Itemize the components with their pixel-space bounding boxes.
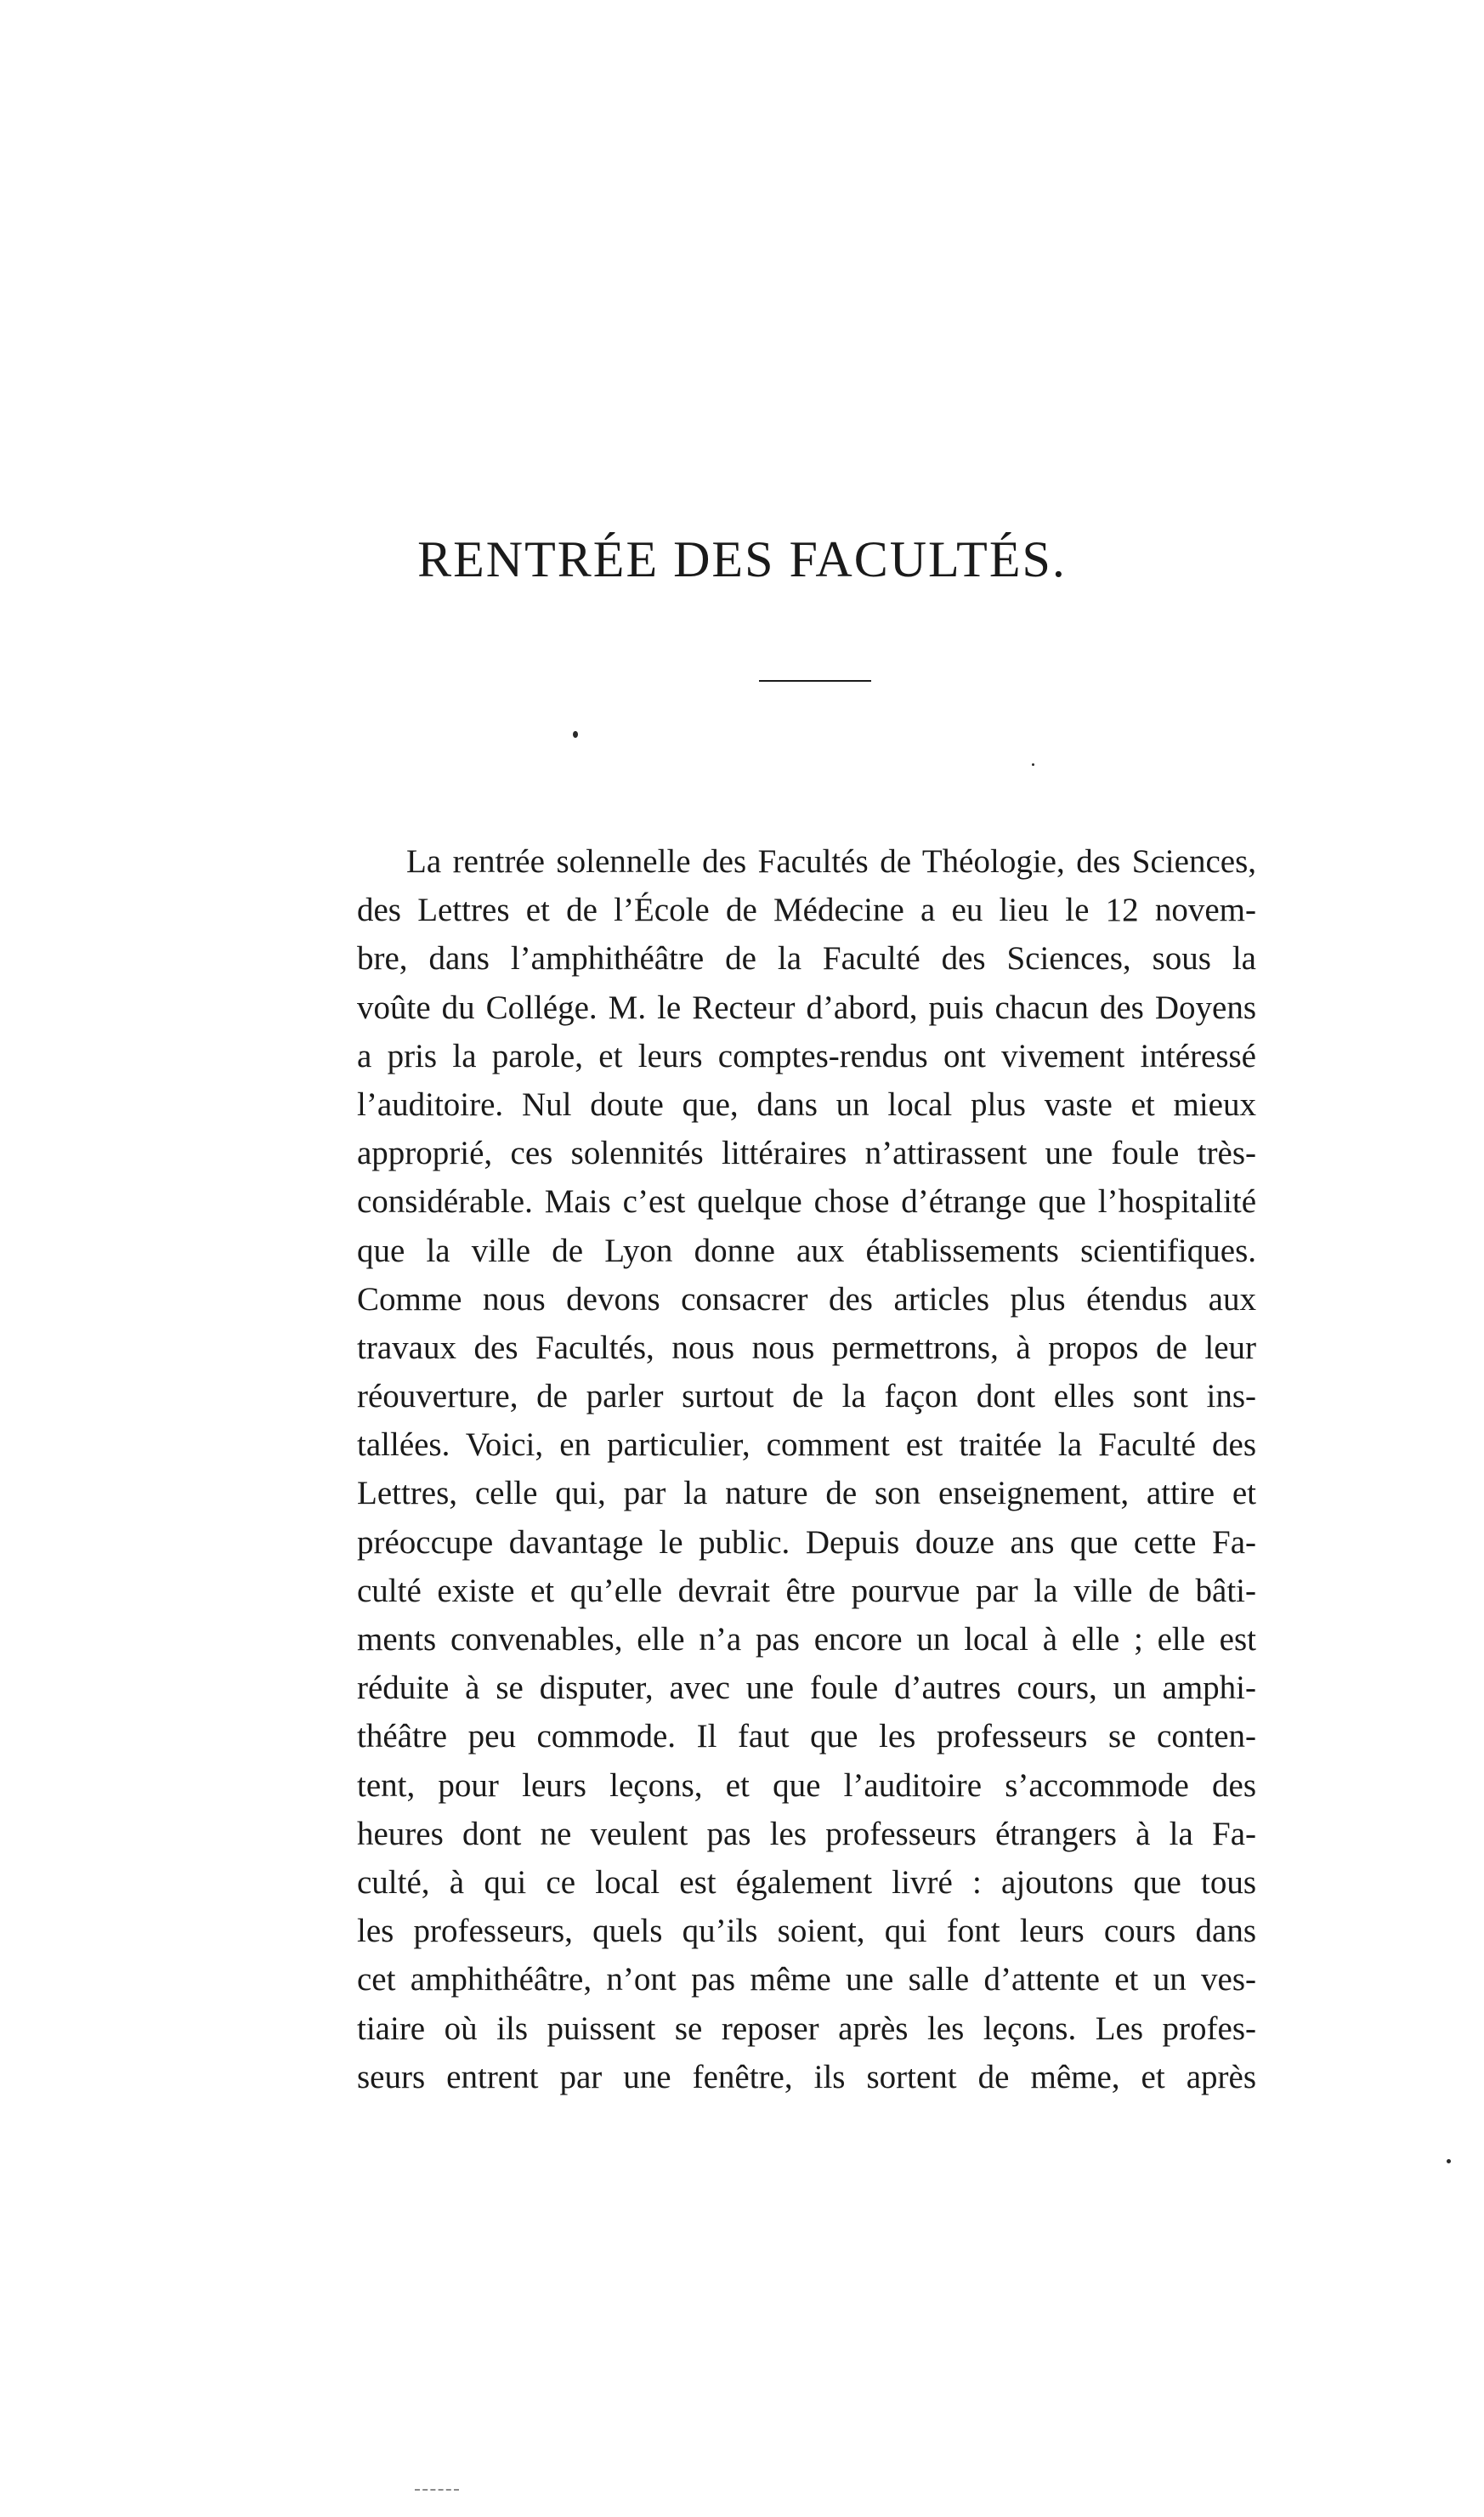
- text-line: les professeurs, quels qu’ils soient, qui font leurs cours dans: [357, 1913, 1256, 1950]
- text-line: l’auditoire. Nul doute que, dans un local plus vaste et mieux: [357, 1086, 1256, 1123]
- text-line: préoccupe davantage le public. Depuis douze ans que cette Fa-: [357, 1523, 1256, 1561]
- text-line: approprié, ces solennités littéraires n’attirassent une foule très-: [357, 1135, 1256, 1172]
- text-line: Comme nous devons consacrer des articles plus étendus aux: [357, 1280, 1256, 1318]
- text-line: cet amphithéâtre, n’ont pas même une salle d’attente et un ves-: [357, 1961, 1256, 1998]
- text-line: heures dont ne veulent pas les professeurs étrangers à la Fa-: [357, 1815, 1256, 1852]
- text-line: Lettres, celle qui, par la nature de son enseignement, attire et: [357, 1475, 1256, 1512]
- ink-speck: [573, 731, 578, 738]
- title-divider: [759, 680, 871, 682]
- text-line: seurs entrent par une fenêtre, ils sortent de même, et après: [357, 2058, 1256, 2095]
- text-line: tiaire où ils puissent se reposer après les leçons. Les profes-: [357, 2010, 1256, 2047]
- text-line: a pris la parole, et leurs comptes-rendus ont vivement intéressé: [357, 1037, 1256, 1074]
- ink-speck: [1447, 2159, 1451, 2163]
- text-line: théâtre peu commode. Il faut que les professeurs se conten-: [357, 1718, 1256, 1755]
- text-line: bre, dans l’amphithéâtre de la Faculté des Sciences, sous la: [357, 940, 1256, 978]
- text-line: réduite à se disputer, avec une foule d’autres cours, un amphi-: [357, 1669, 1256, 1707]
- text-line: considérable. Mais c’est quelque chose d’étrange que l’hospitalité: [357, 1183, 1256, 1221]
- text-line: réouverture, de parler surtout de la façon dont elles sont ins-: [357, 1378, 1256, 1415]
- ink-speck: [1032, 763, 1034, 766]
- text-line: que la ville de Lyon donne aux établissements scientifiques.: [357, 1232, 1256, 1269]
- text-line: La rentrée solennelle des Facultés de Théologie, des Sciences,: [406, 843, 1256, 880]
- text-line: culté existe et qu’elle devrait être pourvue par la ville de bâti-: [357, 1572, 1256, 1609]
- text-line: des Lettres et de l’École de Médecine a eu lieu le 12 novem-: [357, 892, 1256, 929]
- text-line: tent, pour leurs leçons, et que l’auditoire s’accommode des: [357, 1766, 1256, 1804]
- body-paragraph: [357, 837, 1256, 2101]
- text-line: tallées. Voici, en particulier, comment est traitée la Faculté des: [357, 1426, 1256, 1464]
- text-line: culté, à qui ce local est également livré : ajoutons que tous: [357, 1863, 1256, 1901]
- text-line: voûte du Collége. M. le Recteur d’abord, puis chacun des Doyens: [357, 989, 1256, 1026]
- footer-mark: [415, 2489, 459, 2491]
- text-line: travaux des Facultés, nous nous permettrons, à propos de leur: [357, 1329, 1256, 1366]
- text-line: ments convenables, elle n’a pas encore un local à elle ; elle est: [357, 1621, 1256, 1658]
- page-title: RENTRÉE DES FACULTÉS.: [417, 531, 1067, 587]
